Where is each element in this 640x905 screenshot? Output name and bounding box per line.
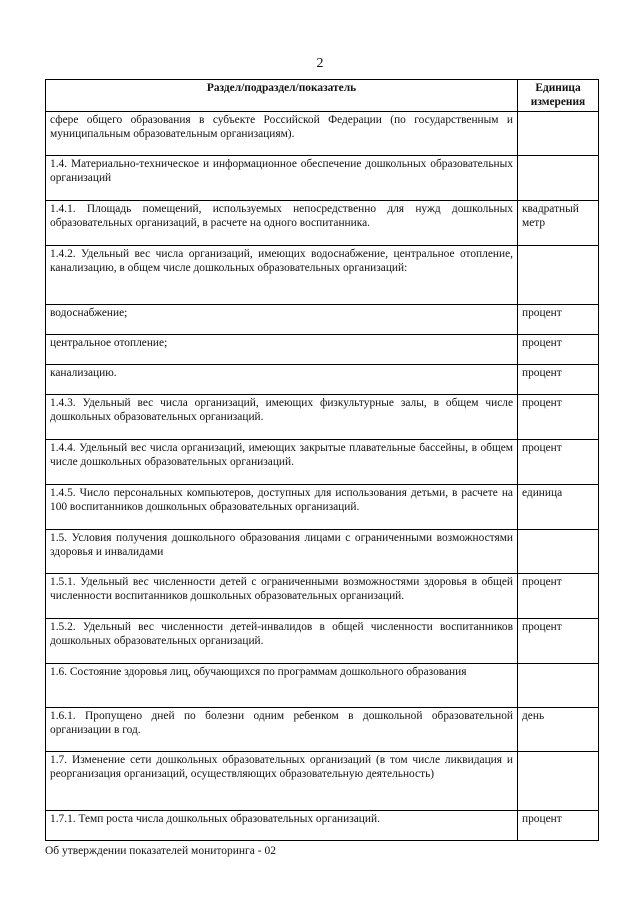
table-row [46,708,599,752]
table-row [46,365,599,395]
unit-cell: процент [518,335,599,365]
indicator-text: 1.7.1. Темп роста числа дошкольных образовательных организаций. [46,811,518,841]
section-title: 1.6. Состояние здоровья лиц, обучающихся по программам дошкольного образования [46,664,518,708]
unit-cell [518,246,599,305]
indicator-text: 1.4.1. Площадь помещений, используемых непосредственно для нужд дошкольных образовательных организаций, в расчете на одного воспитанника. [46,201,518,246]
unit-cell [518,156,599,201]
table-row [46,485,599,530]
unit-cell: процент [518,811,599,841]
table-row [46,112,599,156]
unit-cell [518,664,599,708]
unit-cell [518,112,599,156]
section-title: 1.5. Условия получения дошкольного образования лицами с ограниченными возможностями здоровья и инвалидами [46,530,518,574]
indicators-table [45,79,599,841]
unit-cell: процент [518,574,599,619]
unit-cell: процент [518,305,599,335]
footer-note: Об утверждении показателей мониторинга - 02 [45,845,276,857]
table-row [46,201,599,246]
section-title: 1.7. Изменение сети дошкольных образовательных организаций (в том числе ликвидация и реорганизация организаций, осуществляющих образовательную деятельность) [46,752,518,811]
unit-cell: процент [518,440,599,485]
table-row [46,440,599,485]
table-body [46,112,599,841]
table-row [46,619,599,664]
section-title: 1.4. Материально-техническое и информационное обеспечение дошкольных образовательных организаций [46,156,518,201]
indicator-text: водоснабжение; [46,305,518,335]
table-row [46,246,599,305]
indicator-text: 1.5.1. Удельный вес численности детей с ограниченными возможностями здоровья в общей численности воспитанников дошкольных образовательных организаций. [46,574,518,619]
table-row [46,305,599,335]
section-row [46,156,599,201]
table-header-row [46,80,599,112]
unit-cell: процент [518,365,599,395]
indicator-text: центральное отопление; [46,335,518,365]
table-row [46,811,599,841]
indicator-text: канализацию. [46,365,518,395]
table-row [46,335,599,365]
unit-cell: квадратный метр [518,201,599,246]
indicator-text: 1.6.1. Пропущено дней по болезни одним ребенком в дошкольной образовательной организации в год. [46,708,518,752]
unit-cell [518,530,599,574]
indicator-text: 1.5.2. Удельный вес численности детей-инвалидов в общей численности воспитанников дошкольных образовательных организаций. [46,619,518,664]
section-row [46,530,599,574]
unit-cell: процент [518,619,599,664]
table-row [46,395,599,440]
unit-cell [518,752,599,811]
header-section-indicator: Раздел/подраздел/показатель [46,80,518,112]
indicator-text: 1.4.5. Число персональных компьютеров, доступных для использования детьми, в расчете на 100 воспитанников дошкольных образовательных организаций. [46,485,518,530]
indicator-text: 1.4.2. Удельный вес числа организаций, имеющих водоснабжение, центральное отопление, канализацию, в общем числе дошкольных образовательных организаций: [46,246,518,305]
unit-cell: процент [518,395,599,440]
header-unit: Единица измерения [518,80,599,112]
indicator-text: 1.4.4. Удельный вес числа организаций, имеющих закрытые плавательные бассейны, в общем числе дошкольных образовательных организаций. [46,440,518,485]
section-row [46,664,599,708]
unit-cell: день [518,708,599,752]
indicator-text: 1.4.3. Удельный вес числа организаций, имеющих физкультурные залы, в общем числе дошкольных образовательных организаций. [46,395,518,440]
unit-cell: единица [518,485,599,530]
indicator-text: сфере общего образования в субъекте Российской Федерации (по государственным и муниципальным образовательным организациям). [46,112,518,156]
page-number: 2 [316,56,324,71]
table-row [46,574,599,619]
section-row [46,752,599,811]
